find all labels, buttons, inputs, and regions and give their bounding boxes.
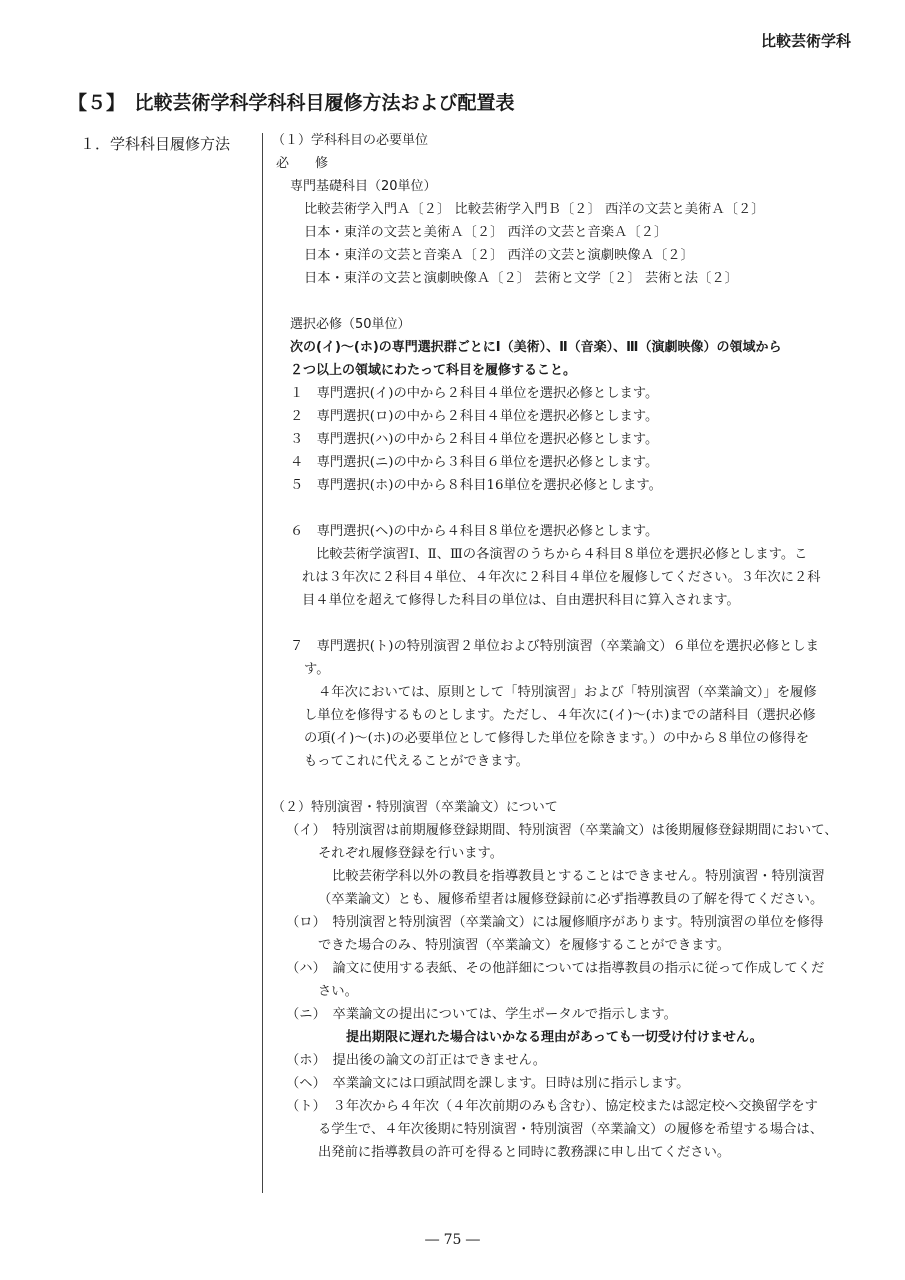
text-line: の項(イ)～(ホ)の必要単位として修得した単位を除きます。）の中から８単位の修得を xyxy=(304,731,810,746)
text-line: 日本・東洋の文芸と演劇映像Ａ〔２〕 芸術と文学〔２〕 芸術と法〔２〕 xyxy=(304,271,738,286)
spacer xyxy=(272,612,862,635)
text-line: 目４単位を超えて修得した科目の単位は、自由選択科目に算入されます。 xyxy=(302,593,740,608)
page-number: ― 75 ― xyxy=(425,1232,480,1248)
text-line: （イ） 特別演習は前期履修登録期間、特別演習（卒業論文）は後期履修登録期間において、 xyxy=(286,823,838,838)
text-line: （卒業論文）とも、履修希望者は履修登録前に必ず指導教員の了解を得てください。 xyxy=(318,892,824,907)
text-line: ７ 専門選択(ト)の特別演習２単位および特別演習（卒業論文）６単位を選択必修としま xyxy=(290,639,819,654)
text-line: もってこれに代えることができます。 xyxy=(304,754,529,769)
heading-line: （２）特別演習・特別演習（卒業論文）について xyxy=(272,800,558,815)
text-line: し単位を修得するものとします。ただし、４年次に(イ)～(ホ)までの諸科目（選択必修 xyxy=(304,708,816,723)
spacer xyxy=(272,773,862,796)
spacer xyxy=(272,290,862,313)
text-line: れは３年次に２科目４単位、４年次に２科目４単位を履修してください。３年次に２科 xyxy=(302,570,821,585)
text-line: 日本・東洋の文芸と美術Ａ〔２〕 西洋の文芸と音楽Ａ〔２〕 xyxy=(304,225,668,240)
text-line: （ホ） 提出後の論文の訂正はできません。 xyxy=(286,1053,547,1068)
text-line: できた場合のみ、特別演習（卒業論文）を履修することができます。 xyxy=(318,938,730,953)
text-line: 比較芸術学演習Ⅰ、Ⅱ、Ⅲの各演習のうちから４科目８単位を選択必修とします。こ xyxy=(316,547,808,562)
heading-line: ２つ以上の領域にわたって科目を履修すること。 xyxy=(290,363,577,378)
text-line: ５ 専門選択(ホ)の中から８科目16単位を選択必修とします。 xyxy=(290,478,662,493)
text-line: （ハ） 論文に使用する表紙、その他詳細については指導教員の指示に従って作成してくだ xyxy=(286,961,825,976)
heading-line: 提出期限に遅れた場合はいかなる理由があっても一切受け付けません。 xyxy=(346,1030,763,1045)
text-line: ２ 専門選択(ロ)の中から２科目４単位を選択必修とします。 xyxy=(290,409,659,424)
heading-line: 必 修 xyxy=(276,156,329,171)
text-line: る学生で、４年次後期に特別演習・特別演習（卒業論文）の履修を希望する場合は、 xyxy=(318,1122,824,1137)
text-line: ６ 専門選択(ヘ)の中から４科目８単位を選択必修とします。 xyxy=(290,524,659,539)
text-line: （ヘ） 卒業論文には口頭試問を課します。日時は別に指示します。 xyxy=(286,1076,690,1091)
text-line: ４ 専門選択(ニ)の中から３科目６単位を選択必修とします。 xyxy=(290,455,659,470)
heading-line: 専門基礎科目（20単位） xyxy=(290,179,437,194)
text-line: す。 xyxy=(304,662,330,677)
text-line: ３ 専門選択(ハ)の中から２科目４単位を選択必修とします。 xyxy=(290,432,659,447)
heading-line: （１）学科科目の必要単位 xyxy=(272,133,429,148)
body-content xyxy=(272,129,862,1164)
text-line: ４年次においては、原則として「特別演習」および「特別演習（卒業論文）」を履修 xyxy=(318,685,817,700)
text-line: （ロ） 特別演習と特別演習（卒業論文）には履修順序があります。特別演習の単位を修得 xyxy=(286,915,824,930)
text-line: さい。 xyxy=(318,984,358,999)
left-heading: １．学科科目履修方法 xyxy=(80,135,231,153)
text-line: （ニ） 卒業論文の提出については、学生ポータルで指示します。 xyxy=(286,1007,677,1022)
vertical-divider xyxy=(262,133,263,1193)
text-line: １ 専門選択(イ)の中から２科目４単位を選択必修とします。 xyxy=(290,386,659,401)
heading-line: 選択必修（50単位） xyxy=(290,317,411,332)
text-line: 比較芸術学入門Ａ〔２〕 比較芸術学入門Ｂ〔２〕 西洋の文芸と美術Ａ〔２〕 xyxy=(304,202,765,217)
text-line: （ト） ３年次から４年次（４年次前期のみも含む）、協定校または認定校へ交換留学をす xyxy=(286,1099,818,1114)
spacer xyxy=(272,497,862,520)
text-line: 比較芸術学科以外の教員を指導教員とすることはできません。特別演習・特別演習 xyxy=(332,869,825,884)
text-line: 日本・東洋の文芸と音楽Ａ〔２〕 西洋の文芸と演劇映像Ａ〔２〕 xyxy=(304,248,694,263)
text-line: それぞれ履修登録を行います。 xyxy=(318,846,504,861)
department-label: 比較芸術学科 xyxy=(760,32,851,50)
section-title: 【５】 比較芸術学科学科科目履修方法および配置表 xyxy=(68,92,515,114)
heading-line: 次の(イ)～(ホ)の専門選択群ごとにⅠ（美術）、Ⅱ（音楽）、Ⅲ（演劇映像）の領域から xyxy=(290,340,782,355)
text-line: 出発前に指導教員の許可を得ると同時に教務課に申し出てください。 xyxy=(318,1145,731,1160)
